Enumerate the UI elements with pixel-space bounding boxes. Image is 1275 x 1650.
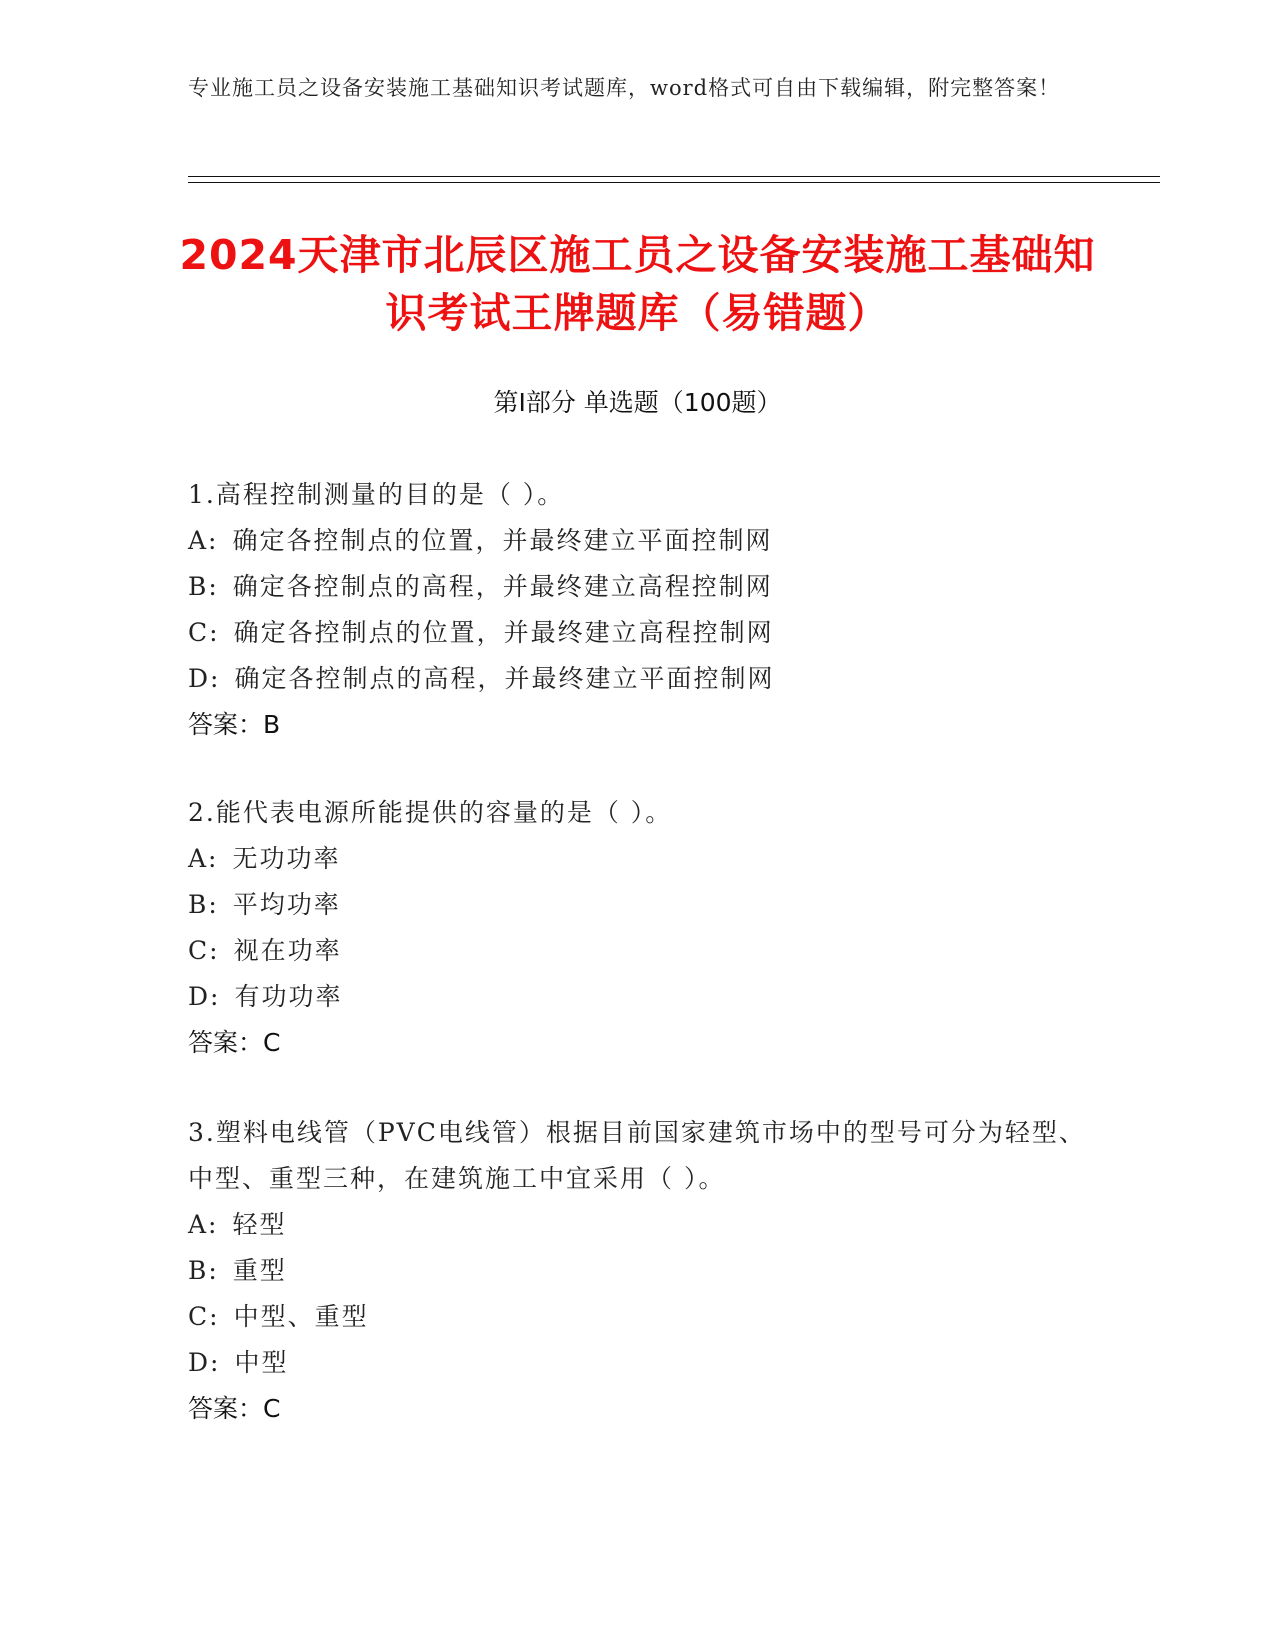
section-title: 第I部分 单选题（100题） — [493, 388, 782, 417]
option-letter: A: — [188, 1210, 219, 1239]
question-stem: 3.塑料电线管（PVC电线管）根据目前国家建筑市场中的型号可分为轻型、中型、重型三种，在建筑施工中宜采用（ ）。 — [188, 1118, 1086, 1193]
option-a — [188, 1202, 1088, 1248]
option-text: 中型、重型 — [233, 1302, 369, 1331]
option-letter: C: — [188, 1302, 220, 1331]
option-text: 平均功率 — [232, 890, 341, 919]
option-c — [188, 928, 1088, 974]
option-text: 确定各控制点的高程，并最终建立高程控制网 — [232, 572, 773, 601]
option-letter: D: — [188, 664, 221, 693]
header-divider-top — [188, 176, 1160, 177]
option-text: 重型 — [232, 1256, 287, 1285]
option-letter: A: — [188, 526, 219, 555]
header-divider-bottom — [188, 182, 1160, 183]
answer-line: 答案：C — [188, 1394, 281, 1423]
option-letter: B: — [188, 572, 219, 601]
option-b — [188, 1248, 1088, 1294]
document-title: 2024天津市北辰区施工员之设备安装施工基础知识考试王牌题库（易错题） — [179, 231, 1096, 337]
option-letter: D: — [188, 1348, 221, 1377]
option-text: 有功功率 — [234, 982, 343, 1011]
option-text: 中型 — [234, 1348, 289, 1377]
question-1 — [188, 472, 1088, 748]
option-text: 确定各控制点的位置，并最终建立平面控制网 — [232, 526, 773, 555]
option-a — [188, 518, 1088, 564]
question-2 — [188, 790, 1088, 1066]
question-stem: 1.高程控制测量的目的是（ ）。 — [188, 480, 565, 509]
option-b — [188, 564, 1088, 610]
question-stem: 2.能代表电源所能提供的容量的是（ ）。 — [188, 798, 673, 827]
option-text: 确定各控制点的高程，并最终建立平面控制网 — [234, 664, 775, 693]
option-letter: B: — [188, 1256, 219, 1285]
option-text: 确定各控制点的位置，并最终建立高程控制网 — [233, 618, 774, 647]
option-text: 视在功率 — [233, 936, 342, 965]
option-a — [188, 836, 1088, 882]
option-letter: D: — [188, 982, 221, 1011]
option-d — [188, 656, 1088, 702]
answer-line: 答案：C — [188, 1028, 281, 1057]
option-letter: C: — [188, 936, 220, 965]
option-text: 轻型 — [232, 1210, 287, 1239]
option-d — [188, 1340, 1088, 1386]
option-b — [188, 882, 1088, 928]
option-letter: C: — [188, 618, 220, 647]
option-d — [188, 974, 1088, 1020]
answer-line: 答案：B — [188, 710, 281, 739]
option-c — [188, 610, 1088, 656]
header-note: 专业施工员之设备安装施工基础知识考试题库，word格式可自由下载编辑，附完整答案！ — [188, 76, 1061, 100]
option-text: 无功功率 — [232, 844, 341, 873]
option-letter: A: — [188, 844, 219, 873]
option-letter: B: — [188, 890, 219, 919]
question-3 — [188, 1110, 1088, 1432]
option-c — [188, 1294, 1088, 1340]
